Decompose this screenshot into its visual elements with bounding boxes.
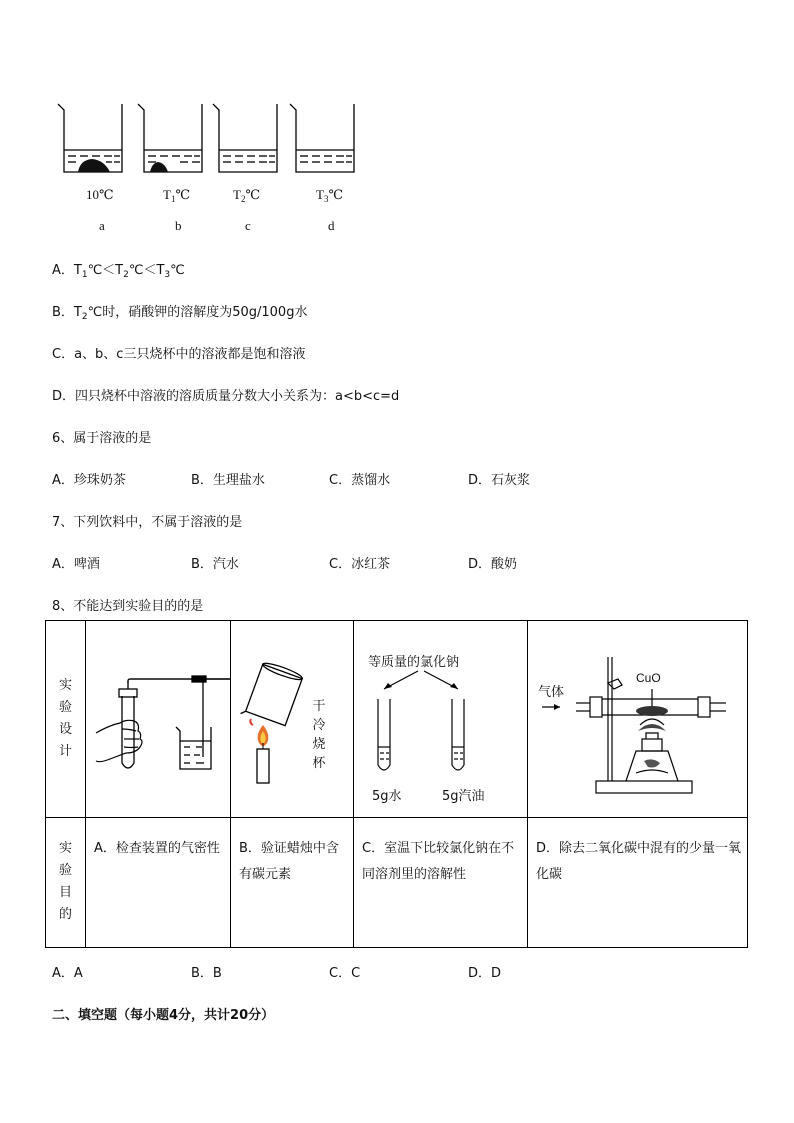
design-c-cell — [354, 621, 528, 818]
nacl-title: 等质量的氯化钠 — [368, 655, 460, 670]
design-d-cell — [528, 621, 748, 818]
beaker-b — [138, 104, 202, 172]
cuo-label: CuO — [636, 671, 661, 685]
design-b-cell — [231, 621, 354, 818]
beaker-c — [213, 104, 277, 172]
section-2-title: 二、填空题（每小题4分，共计20分） — [52, 1008, 275, 1023]
q5-option-b: B．$T_2℃$时，硝酸钾的溶解度为50g/100g水 — [52, 305, 308, 322]
label-char: 杯 — [312, 756, 326, 771]
purpose-b — [231, 818, 354, 948]
q8-option-a: A．A — [52, 966, 83, 981]
header-char: 实 — [58, 678, 72, 693]
cuo-reduction-figure — [528, 621, 747, 813]
solid-b — [150, 162, 168, 172]
q7-option-a: A．啤酒 — [52, 557, 100, 572]
q6-option-a: A．珍珠奶茶 — [52, 473, 126, 488]
q7-option-d: D．酸奶 — [468, 557, 518, 572]
purpose-d — [528, 818, 748, 948]
row-design-header — [46, 621, 86, 818]
beaker-b-temp: $T_1℃$ — [163, 187, 190, 204]
q7-option-b: B．汽水 — [191, 557, 239, 572]
q5-option-a: A．$T_1℃<T_2℃<T_3℃$ — [52, 263, 185, 280]
header-char: 设 — [58, 722, 72, 737]
airtight-check-figure — [86, 621, 230, 813]
header-char: 计 — [58, 744, 72, 759]
q8-option-c: C．C — [329, 966, 361, 981]
water-label: 5g水 — [372, 789, 402, 804]
beaker-c-temp: $T_2℃$ — [233, 187, 260, 204]
header-char: 的 — [58, 907, 72, 922]
beaker-d — [290, 104, 354, 172]
header-char: 实 — [58, 841, 72, 856]
beaker-a-temp: 10℃ — [86, 187, 114, 202]
q6-stem: 6、属于溶液的是 — [52, 431, 152, 446]
q7-option-c: C．冰红茶 — [329, 557, 391, 572]
beaker-d-temp: $T_3℃$ — [316, 187, 343, 204]
header-char: 目 — [58, 885, 72, 900]
q6-option-b: B．生理盐水 — [191, 473, 265, 488]
q7-stem: 7、下列饮料中，不属于溶液的是 — [52, 515, 243, 530]
purpose-d-text: D．除去二氧化碳中混有的少量一氧化碳 — [536, 841, 742, 882]
solubility-figure — [354, 665, 527, 785]
q8-stem: 8、不能达到实验目的的是 — [52, 599, 204, 614]
purpose-b-text: B．验证蜡烛中含有碳元素 — [239, 841, 339, 882]
q6-option-d: D．石灰浆 — [468, 473, 531, 488]
beaker-a-label: a — [99, 218, 105, 233]
header-char: 验 — [58, 863, 72, 878]
candle-beaker-figure — [231, 621, 311, 813]
q5-option-d: D．四只烧杯中溶液的溶质质量分数大小关系为：a<b<c=d — [52, 389, 400, 404]
beakers-figure — [50, 100, 370, 175]
beaker-c-label: c — [245, 218, 251, 233]
purpose-c — [354, 818, 528, 948]
design-a-cell — [86, 621, 231, 818]
purpose-a — [86, 818, 231, 948]
q6-option-c: C．蒸馏水 — [329, 473, 391, 488]
purpose-a-text: A．检查装置的气密性 — [94, 841, 220, 856]
gas-label: 气体 — [538, 685, 565, 700]
dry-cold-beaker-label — [311, 697, 327, 773]
cuo-powder — [636, 706, 668, 716]
q8-option-d: D．D — [468, 966, 502, 981]
header-char: 验 — [58, 700, 72, 715]
beaker-d-label: d — [328, 218, 335, 233]
beaker-b-label: b — [175, 218, 182, 233]
label-char: 干 — [312, 699, 326, 714]
experiment-table — [45, 620, 748, 948]
gasoline-label: 5g汽油 — [442, 789, 485, 804]
purpose-c-text: C．室温下比较氯化钠在不同溶剂里的溶解性 — [362, 841, 515, 882]
solid-a — [78, 159, 110, 172]
label-char: 冷 — [312, 718, 326, 733]
row-purpose-header — [46, 818, 86, 948]
q5-option-c: C．a、b、c三只烧杯中的溶液都是饱和溶液 — [52, 347, 306, 362]
q8-option-b: B．B — [191, 966, 222, 981]
label-char: 烧 — [312, 737, 326, 752]
